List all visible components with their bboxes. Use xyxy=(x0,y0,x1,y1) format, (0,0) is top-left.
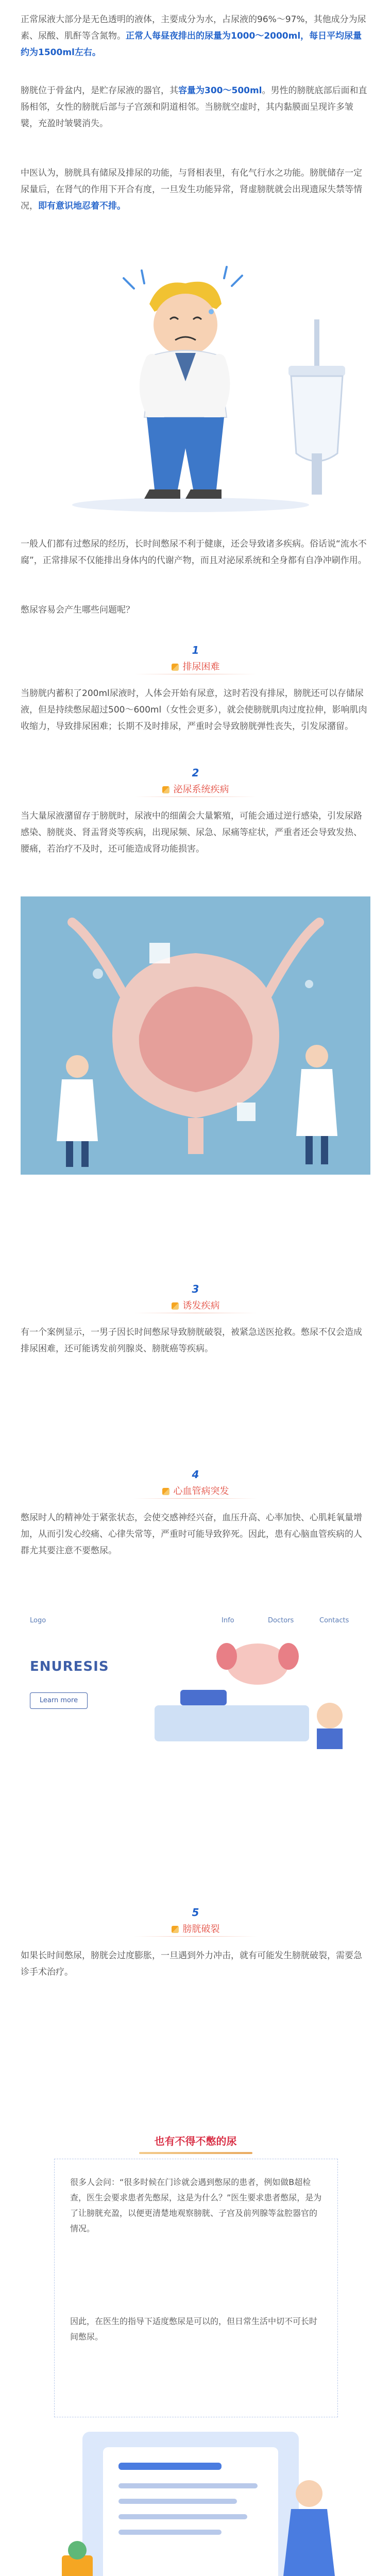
intro-p2-highlight: 容量为300～500ml xyxy=(178,86,262,96)
intro-paragraph-3 xyxy=(21,165,370,214)
section-1-number: 1 xyxy=(192,644,199,656)
section-4-text: 憋尿时人的精神处于紧张状态，会使交感神经兴奋，血压升高、心率加快、心肌耗氧量增加，从而引发心绞痛、心律失常等，严重时可能导致猝死。因此，患有心脑血管疾病的人群尤其要注意不要憋尿。 xyxy=(21,1513,362,1556)
doctors-bladder-svg xyxy=(21,896,370,1175)
intro-p1-text: 正常尿液大部分是无色透明的液体，主要成分为水，占尿液的96%～97%，其他成分为尿素、尿酸、肌酐等含氮物。 xyxy=(21,14,366,41)
intro-paragraph-2 xyxy=(21,82,370,132)
transition-paragraph-1: 一般人们都有过憋尿的经历，长时间憋尿不利于健康，还会导致诸多疾病。俗话说“流水不腐”，正常排尿不仅能排出身体内的代谢产物，而且对泌尿系统和全身都有自净冲刷作用。 xyxy=(21,539,367,566)
section-3-text: 有一个案例显示，一男子因长时间憋尿导致膀胱破裂，被紧急送医抢救。憋尿不仅会造成排尿困难，还可能诱发前列腺炎、膀胱癌等疾病。 xyxy=(21,1327,362,1354)
illustration-doctors-bladder xyxy=(21,896,370,1175)
giant-document-svg xyxy=(21,2421,370,2576)
intro-p3-text: 中医认为，膀胱具有储尿及排尿的功能，与肾相表里，有化气行水之功能。膀胱储存一定尿量后，在肾气的作用下开合有度，一旦发生功能异常，肾虚膀胱就会出现遗尿失禁等情况， xyxy=(21,168,362,211)
quote-box xyxy=(54,2159,338,2417)
enuresis-nav-doctors: Doctors xyxy=(268,1617,294,1624)
section-5-heading xyxy=(0,1906,391,1939)
section-1-heading xyxy=(0,644,391,677)
intro-p3-highlight: 即有意识地忍着不排。 xyxy=(38,201,126,211)
section-2-underline xyxy=(134,796,257,797)
illustration-man-urinal xyxy=(21,247,370,526)
enuresis-nav xyxy=(21,1617,370,1627)
section-5-number: 5 xyxy=(192,1906,199,1919)
illustration-enuresis-page xyxy=(21,1607,370,1757)
section-4-number: 4 xyxy=(192,1468,199,1481)
section-1-title: 排尿困难 xyxy=(0,659,391,673)
section-3-number: 3 xyxy=(192,1283,199,1295)
intro-p2-text-b: 。男性的膀胱底部后面和直肠相邻，女性的膀胱后部与子宫颈和阴道相邻。当膀胱空虚时，其内黏膜面呈现许多皱襞，充盈时皱襞消失。 xyxy=(21,86,367,129)
intro-p2-text: 膀胱位于骨盆内，是贮存尿液的器官，其 xyxy=(21,86,178,96)
enuresis-illustration-svg xyxy=(149,1628,366,1752)
enuresis-title: ENURESIS xyxy=(30,1659,109,1674)
section-1-text: 当膀胱内蓄积了200ml尿液时，人体会开始有尿意，这时若没有排尿，膀胱还可以存储尿液，但是持续憋尿超过500～600ml（女性会更多），就会使膀胱肌肉过度拉伸，影响肌肉收缩力，导致排尿困难；长期不及时排尿，严重时会导致膀胱弹性丧失，引发尿潴留。 xyxy=(21,688,367,732)
section-5-text: 如果长时间憋尿，膀胱会过度膨胀，一旦遇到外力冲击，就有可能发生膀胱破裂，需要急诊手术治疗。 xyxy=(21,1951,362,1977)
enuresis-nav-info: Info xyxy=(222,1617,234,1624)
quote-paragraph-1: 很多人会问：“很多时候在门诊就会遇到憋尿的患者，例如做B超检查，医生会要求患者先憋尿，这是为什么？”医生要求患者憋尿，是为了让膀胱充盈，以便更清楚地观察膀胱、子宫及前列腺等盆腔器官的情况。 xyxy=(70,2177,322,2233)
intro-paragraph-1 xyxy=(21,11,370,61)
section-2-heading xyxy=(0,767,391,800)
quote-paragraph-2: 因此，在医生的指导下适度憋尿是可以的，但日常生活中切不可长时间憋尿。 xyxy=(70,2316,318,2342)
section-3-title: 诱发疾病 xyxy=(0,1298,391,1312)
illustration-giant-document xyxy=(21,2421,370,2576)
man-urinal-svg xyxy=(21,247,370,526)
transition-paragraph-2: 憋尿容易会产生哪些问题呢？ xyxy=(21,605,134,615)
learn-more-button[interactable]: Learn more xyxy=(30,1692,88,1709)
section-3-heading xyxy=(0,1283,391,1316)
section-4-underline xyxy=(134,1498,257,1499)
enuresis-nav-contacts: Contacts xyxy=(319,1617,349,1624)
intro-p1-highlight: 正常人每昼夜排出的尿量为1000～2000ml，每日平均尿量约为1500ml左右。 xyxy=(21,31,362,58)
quote-title: 也有不得不憋的尿 xyxy=(54,2133,337,2154)
section-5-underline xyxy=(134,1936,257,1937)
enuresis-nav-logo: Logo xyxy=(30,1617,46,1624)
section-4-heading xyxy=(0,1468,391,1501)
section-4-title: 心血管病突发 xyxy=(0,1484,391,1497)
section-2-number: 2 xyxy=(192,767,199,779)
section-2-text: 当大量尿液潴留存于膀胱时，尿液中的细菌会大量繁殖，可能会通过逆行感染，引发尿路感染、膀胱炎、肾盂肾炎等疾病，出现尿频、尿急、尿痛等症状，严重者还会导致发热、腰痛，若治疗不及时，还可能造成肾功能损害。 xyxy=(21,811,362,854)
section-2-title: 泌尿系统疾病 xyxy=(0,782,391,795)
section-5-title: 膀胱破裂 xyxy=(0,1922,391,1935)
